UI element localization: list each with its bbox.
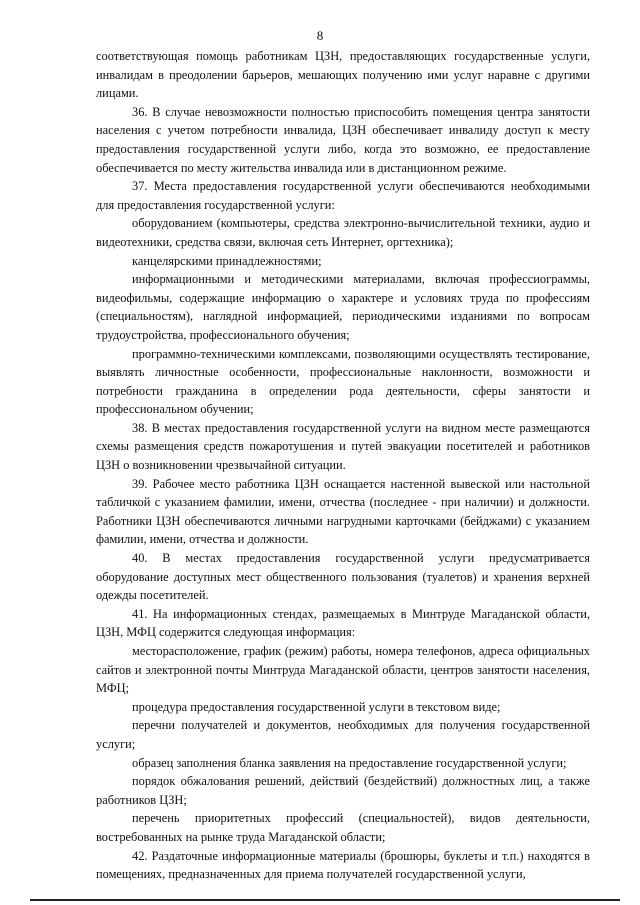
paragraph-39: 39. Рабочее место работника ЦЗН оснащается настенной вывеской или настольной табличкой с указанием фамилии, имени, отчества (последнее - при наличии) и должности. Работники ЦЗН обеспечиваются личными нагрудными карточками (бейджами) с указанием фамилии, имени, отчества и должности. xyxy=(96,476,590,547)
list-item-software-complexes: программно-техническими комплексами, позволяющими осуществлять тестирование, выявлять личностные особенности, профессиональные наклонности, возможности и потребности гражданина в определении рода деятельности, сферы занятости и профессиональном обучении; xyxy=(96,346,590,417)
paragraph-40: 40. В местах предоставления государственной услуги предусматривается оборудование доступных мест общественного пользования (туалетов) и хранения верхней одежды посетителей. xyxy=(96,551,590,603)
list-item-application-sample: образец заполнения бланка заявления на предоставление государственной услуги; xyxy=(132,755,567,770)
paragraph-37: 37. Места предоставления государственной услуги обеспечиваются необходимыми для предоставления государственной услуги: xyxy=(96,179,590,212)
paragraph-38: 38. В местах предоставления государственной услуги на видном месте размещаются схемы размещения средств пожаротушения и путей эвакуации посетителей и работников ЦЗН о возникновении чрезвычайной ситуации. xyxy=(96,420,590,473)
page-number: 8 xyxy=(316,28,324,43)
list-item-procedure: процедура предоставления государственной услуги в текстовом виде; xyxy=(132,699,501,714)
paragraph-42: 42. Раздаточные информационные материалы (брошюры, буклеты и т.п.) находятся в помещениях, предназначенных для приема получателей государственной услуги, xyxy=(96,848,590,882)
paragraph-continuation: соответствующая помощь работникам ЦЗН, предоставляющих государственные услуги, инвалидам в преодолении барьеров, мешающих получению ими услуг наравне с другими лицами. xyxy=(96,49,590,101)
list-item-location-schedule: месторасположение, график (режим) работы, номера телефонов, адреса официальных сайтов и электронной почты Минтруда Магаданской области, центров занятости населения, МФЦ; xyxy=(96,644,590,696)
bottom-scan-edge xyxy=(30,899,620,901)
document-body xyxy=(96,47,590,884)
list-item-equipment: оборудованием (компьютеры, средства электронно-вычислительной техники, аудио и видеотехники, средства связи, включая сеть Интернет, оргтехника); xyxy=(96,216,590,249)
list-item-info-materials: информационными и методическими материалами, включая профессиограммы, видеофильмы, содержащие информацию о характере и условиях труда по профессиям (специальностям), наглядной информацией, периодическими изданиями по вопросам трудоустройства, профессионального обучения; xyxy=(96,272,590,342)
list-item-stationery: канцелярскими принадлежностями; xyxy=(132,253,322,268)
list-item-recipients-documents: перечни получателей и документов, необходимых для получения государственной услуги; xyxy=(96,718,590,751)
paragraph-36: 36. В случае невозможности полностью приспособить помещения центра занятости населения с учетом потребности инвалида, ЦЗН обеспечивает инвалиду доступ к месту предоставления государственной услуги либо, когда это возможно, ее предоставление обеспечивается по месту жительства инвалида или в дистанционном режиме. xyxy=(96,104,590,175)
paragraph-41: 41. На информационных стендах, размещаемых в Минтруде Магаданской области, ЦЗН, МФЦ содержится следующая информация: xyxy=(96,606,590,640)
list-item-appeal-procedure: порядок обжалования решений, действий (бездействий) должностных лиц, а также работников ЦЗН; xyxy=(96,774,590,807)
list-item-priority-professions: перечень приоритетных профессий (специальностей), видов деятельности, востребованных на рынке труда Магаданской области; xyxy=(96,811,590,844)
